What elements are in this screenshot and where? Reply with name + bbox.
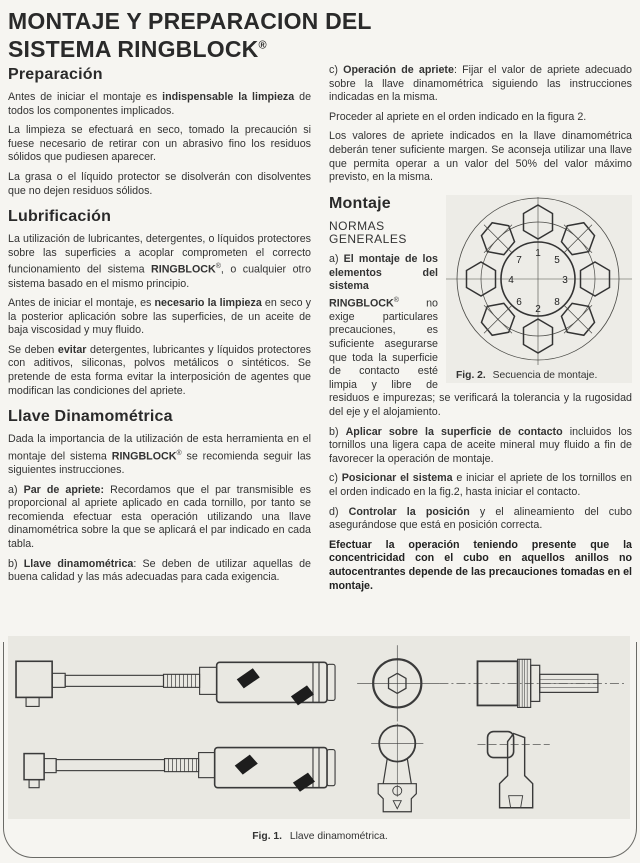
- seq-num-top-right: 5: [554, 254, 560, 266]
- torque-wrench-drawing: [8, 636, 630, 819]
- clevis-front-view: [371, 723, 423, 811]
- label-patch: [293, 773, 315, 792]
- socket-end-view: [357, 645, 439, 721]
- paragraph-montaje-a: a) El montaje de los elementos del sistema RINGBLOCK® no exige particulares precauciones, es suficiente asegurarse que toda la superficie de contacto esté limpia y libre de residuos e impurezas; se verificará la tolerancia y la rugosidad del eje y el alojamiento.: [329, 252, 632, 419]
- paragraph-limpieza-en-seco: La limpieza se efectuará en seco, tomado la precaución si fuese necesario de retirar con un abrasivo fino los residuos sólidos que pudiesen aparecer.: [8, 124, 311, 164]
- page-title: [8, 8, 632, 63]
- right-column: [329, 64, 632, 636]
- torque-wrench-top: [16, 661, 335, 706]
- paragraph-grasa-liquido: La grasa o el líquido protector se disolverán con disolventes que no dejen residuos sólidos.: [8, 170, 311, 197]
- section-heading-montaje: Montaje: [329, 194, 391, 212]
- seq-num-bottom: 2: [535, 303, 541, 315]
- paragraph-valores-apriete: Los valores de apriete indicados en la llave dinamométrica deberán tener suficiente margen. Se aconseja utilizar una llave que permita operar a un valor del 50% del valor máximo previsto, en la misma.: [329, 130, 632, 184]
- paragraph-concentricidad-warning: Efectuar la operación teniendo presente que la concentricidad con el cubo en aquellos anillos no autocentrantes depende de las precauciones tomadas en el montaje.: [329, 538, 632, 592]
- figure-2-caption: Fig. 2. Secuencia de montaje.: [456, 369, 598, 381]
- figure-1-caption: Fig. 1. Llave dinamométrica.: [252, 831, 388, 842]
- page-title-line2: SISTEMA RINGBLOCK®: [8, 35, 267, 62]
- paragraph-par-de-apriete: a) Par de apriete: Recordamos que el par transmisible es proporcional al apriete aplicado en cada tornillo, por tanto se recomienda efectuar esta operación utilizando una llave dinamométrica sobre la que se aplicará el par indicado en cada tabla.: [8, 483, 311, 550]
- section-montaje: [329, 195, 632, 593]
- seq-num-top-left: 7: [516, 254, 522, 266]
- paragraph-montaje-d: d) Controlar la posición y el alineamiento del cubo asegurándose que está en posición correcta.: [329, 505, 632, 532]
- two-column-layout: [8, 64, 632, 636]
- paragraph-llave-calidad: b) Llave dinamométrica: Se deben de utilizar aquellas de buena calidad y las más adecuadas para cada exigencia.: [8, 557, 311, 584]
- adapter-side-view: [478, 732, 550, 808]
- torque-wrench-bottom: [24, 748, 335, 792]
- section-heading-preparacion: Preparación: [8, 66, 103, 83]
- page-title-line1: MONTAJE Y PREPARACION DEL: [8, 8, 372, 34]
- label-patch: [235, 755, 258, 775]
- seq-num-left: 4: [508, 274, 514, 286]
- assembly-sequence-diagram: [446, 195, 632, 367]
- section-heading-llave-dinamometrica: Llave Dinamométrica: [8, 408, 173, 426]
- section-heading-lubrificacion: Lubrificación: [8, 208, 112, 226]
- paragraph-limpieza-indispensable: Antes de iniciar el montaje es indispensable la limpieza de todos los componentes implicados.: [8, 91, 312, 117]
- socket-extension-side-view: [439, 659, 626, 707]
- paragraph-evitar-detergentes: Se deben evitar detergentes, lubricantes y líquidos protectores con aditivos, siliconas, polvos metálicos o sintéticos. Se pretende de esta forma evitar la interposición de agentes que modifican las condiciones del apriete.: [8, 343, 312, 397]
- paragraph-montaje-b: b) Aplicar sobre la superficie de contacto incluidos los tornillos una ligera capa de aceite mineral muy fluido a fin de favorecer la operación de montaje.: [329, 425, 632, 465]
- paragraph-necesario-limpieza: Antes de iniciar el montaje, es necesario la limpieza en seco y la posterior aplicación sobre las superficies, de un aceite de baja viscosidad y muy fluido.: [8, 297, 312, 337]
- seq-num-top: 1: [535, 247, 541, 259]
- paragraph-operacion-apriete: c) Operación de apriete: Fijar el valor de apriete adecuado sobre la llave dinamométrica siguiendo las instrucciones indicadas en la misma.: [329, 64, 632, 104]
- left-column: [8, 64, 311, 636]
- seq-num-right: 3: [562, 274, 568, 286]
- figure-2-box: [446, 195, 632, 383]
- figure-1-panel: [8, 636, 630, 819]
- normas-generales-label: NORMAS GENERALES: [329, 218, 407, 247]
- paragraph-utilizacion-lubricantes: La utilización de lubricantes, detergentes, o líquidos protectores sobre las superficies a acoplar comprometen el correcto funcionamiento del sistema RINGBLOCK®, o cualquier otro sistema basado en el mismo principio.: [8, 233, 312, 290]
- paragraph-montaje-c: c) Posicionar el sistema e iniciar el apriete de los tornillos en el orden indicado en la fig.2, hasta iniciar el contacto.: [329, 472, 632, 498]
- paragraph-importancia-herramienta: Dada la importancia de la utilización de esta herramienta en el montaje del sistema RINGBLOCK® se recomienda seguir las siguientes instrucciones.: [8, 433, 312, 476]
- seq-num-bottom-left: 6: [516, 296, 522, 308]
- paragraph-proceder-apriete: Proceder al apriete en el orden indicado en la figura 2.: [329, 110, 587, 123]
- label-patch: [237, 668, 260, 688]
- seq-num-bottom-right: 8: [554, 296, 560, 308]
